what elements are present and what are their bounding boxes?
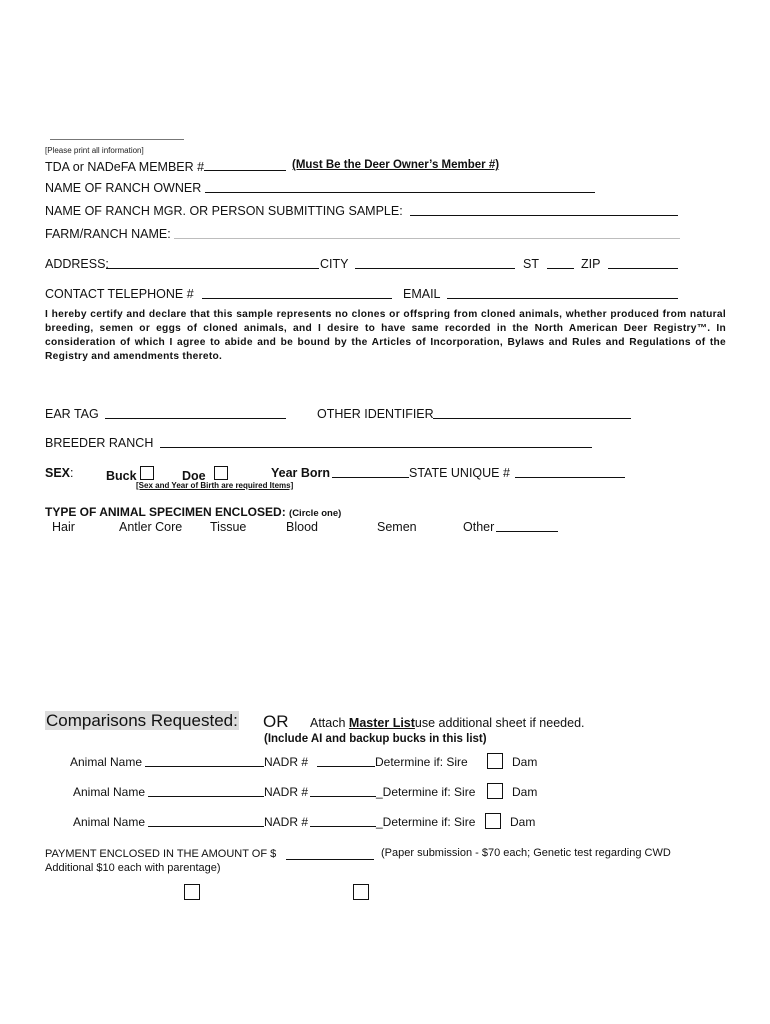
nadr-field-3[interactable] [310, 814, 376, 827]
state-unique-label: STATE UNIQUE # [409, 466, 510, 480]
bottom-checkbox-right[interactable] [353, 884, 369, 900]
sex-row [45, 466, 74, 480]
nadr-label-1: NADR # [264, 755, 309, 769]
bottom-checkbox-left[interactable] [184, 884, 200, 900]
animal-name-label-3: Animal Name [73, 815, 146, 829]
attach-row [310, 716, 585, 730]
doe-checkbox[interactable] [214, 466, 228, 480]
dam-label-2: Dam [512, 785, 538, 799]
dam-label-1: Dam [512, 755, 538, 769]
member-label: TDA or NADeFA MEMBER # [45, 160, 205, 174]
specimen-option-blood[interactable]: Blood [286, 520, 318, 534]
animal-name-label-1: Animal Name [70, 755, 143, 769]
farm-name-field[interactable] [174, 226, 680, 239]
email-label: EMAIL [403, 287, 441, 301]
address-field[interactable] [106, 256, 319, 269]
determine-label-3: _Determine if: Sire [376, 815, 476, 829]
specimen-option-semen[interactable]: Semen [377, 520, 417, 534]
specimen-title: TYPE OF ANIMAL SPECIMEN ENCLOSED: [45, 505, 286, 519]
sire-checkbox-3[interactable] [485, 813, 501, 829]
st-label: ST [523, 257, 539, 271]
nadr-label-2: NADR # [264, 785, 309, 799]
year-born-label: Year Born [271, 466, 331, 480]
member-note: (Must Be the Deer Owner’s Member #) [292, 159, 500, 171]
determine-label-2: _Determine if: Sire [376, 785, 476, 799]
payment-note-2: Additional $10 each with parentage) [45, 862, 221, 874]
dam-label-3: Dam [510, 815, 536, 829]
master-list-link[interactable]: Master List [348, 716, 415, 730]
payment-amount-field[interactable] [286, 847, 374, 860]
breeder-ranch-field[interactable] [160, 435, 592, 448]
phone-field[interactable] [202, 286, 392, 299]
doe-label: Doe [182, 469, 206, 483]
ear-tag-field[interactable] [105, 406, 286, 419]
nadr-field-2[interactable] [310, 784, 376, 797]
ranch-owner-field[interactable] [205, 180, 595, 193]
sex-colon: : [70, 466, 74, 480]
breeder-ranch-label: BREEDER RANCH [45, 436, 154, 450]
ranch-mgr-field[interactable] [410, 203, 678, 216]
year-born-field[interactable] [332, 465, 409, 478]
other-identifier-label: OTHER IDENTIFIER [317, 407, 434, 421]
include-note: (Include AI and backup bucks in this list) [264, 733, 487, 745]
comparisons-title-wrap [45, 711, 239, 731]
city-label: CITY [320, 257, 349, 271]
sire-checkbox-2[interactable] [487, 783, 503, 799]
payment-note: (Paper submission - $70 each; Genetic test regarding CWD [381, 847, 671, 859]
nadr-field-1[interactable] [317, 754, 375, 767]
header-rule [50, 139, 184, 140]
specimen-option-tissue[interactable]: Tissue [210, 520, 247, 534]
ranch-owner-row [45, 181, 201, 195]
specimen-option-other[interactable]: Other [463, 520, 495, 534]
sex-year-note: [Sex and Year of Birth are required Items] [136, 481, 294, 490]
sex-label: SEX [45, 466, 71, 480]
animal-name-label-2: Animal Name [73, 785, 146, 799]
ear-tag-label: EAR TAG [45, 407, 99, 421]
comparisons-or: OR [263, 712, 289, 731]
nadr-label-3: NADR # [264, 815, 309, 829]
email-field[interactable] [447, 286, 678, 299]
specimen-title-row [45, 505, 341, 519]
specimen-title-note: (Circle one) [289, 508, 342, 519]
buck-checkbox[interactable] [140, 466, 154, 480]
attach-label: Attach [310, 716, 346, 730]
determine-label-1: Determine if: Sire [375, 755, 468, 769]
ranch-mgr-label: NAME OF RANCH MGR. OR PERSON SUBMITTING SAMPLE: [45, 204, 403, 218]
address-label: ADDRESS: [45, 257, 109, 271]
ranch-owner-label: NAME OF RANCH OWNER [45, 181, 202, 195]
zip-field[interactable] [608, 256, 678, 269]
phone-label: CONTACT TELEPHONE # [45, 287, 194, 301]
zip-label: ZIP [581, 257, 601, 271]
print-note: [Please print all information] [45, 146, 144, 155]
certification-text: I hereby certify and declare that this sample represents no clones or offspring from cloned animals, whether produced from natural breeding, semen or eggs of cloned animals, and I desire to have same recorded in the North American Deer Registry™. In consideration of which I agree to abide and be bound by the Articles of Incorporation, Bylaws and Rules and Regulations of the Registry and amendments thereto. [45, 309, 726, 362]
animal-name-field-3[interactable] [148, 814, 264, 827]
specimen-option-antler-core[interactable]: Antler Core [119, 520, 183, 534]
comparisons-title: Comparisons Requested: [46, 711, 238, 730]
city-field[interactable] [355, 256, 515, 269]
attach-suffix: use additional sheet if needed. [414, 716, 585, 730]
animal-name-field-2[interactable] [148, 784, 264, 797]
animal-name-field-1[interactable] [145, 754, 264, 767]
member-number-field[interactable] [204, 158, 286, 171]
sire-checkbox-1[interactable] [487, 753, 503, 769]
farm-name-label: FARM/RANCH NAME: [45, 227, 171, 241]
buck-label: Buck [106, 469, 137, 483]
specimen-option-hair[interactable]: Hair [52, 520, 75, 534]
state-unique-field[interactable] [515, 465, 625, 478]
other-identifier-field[interactable] [433, 406, 631, 419]
member-row [45, 158, 286, 174]
st-field[interactable] [547, 256, 574, 269]
payment-label: PAYMENT ENCLOSED IN THE AMOUNT OF $ [45, 848, 277, 860]
specimen-other-field[interactable] [496, 519, 558, 532]
